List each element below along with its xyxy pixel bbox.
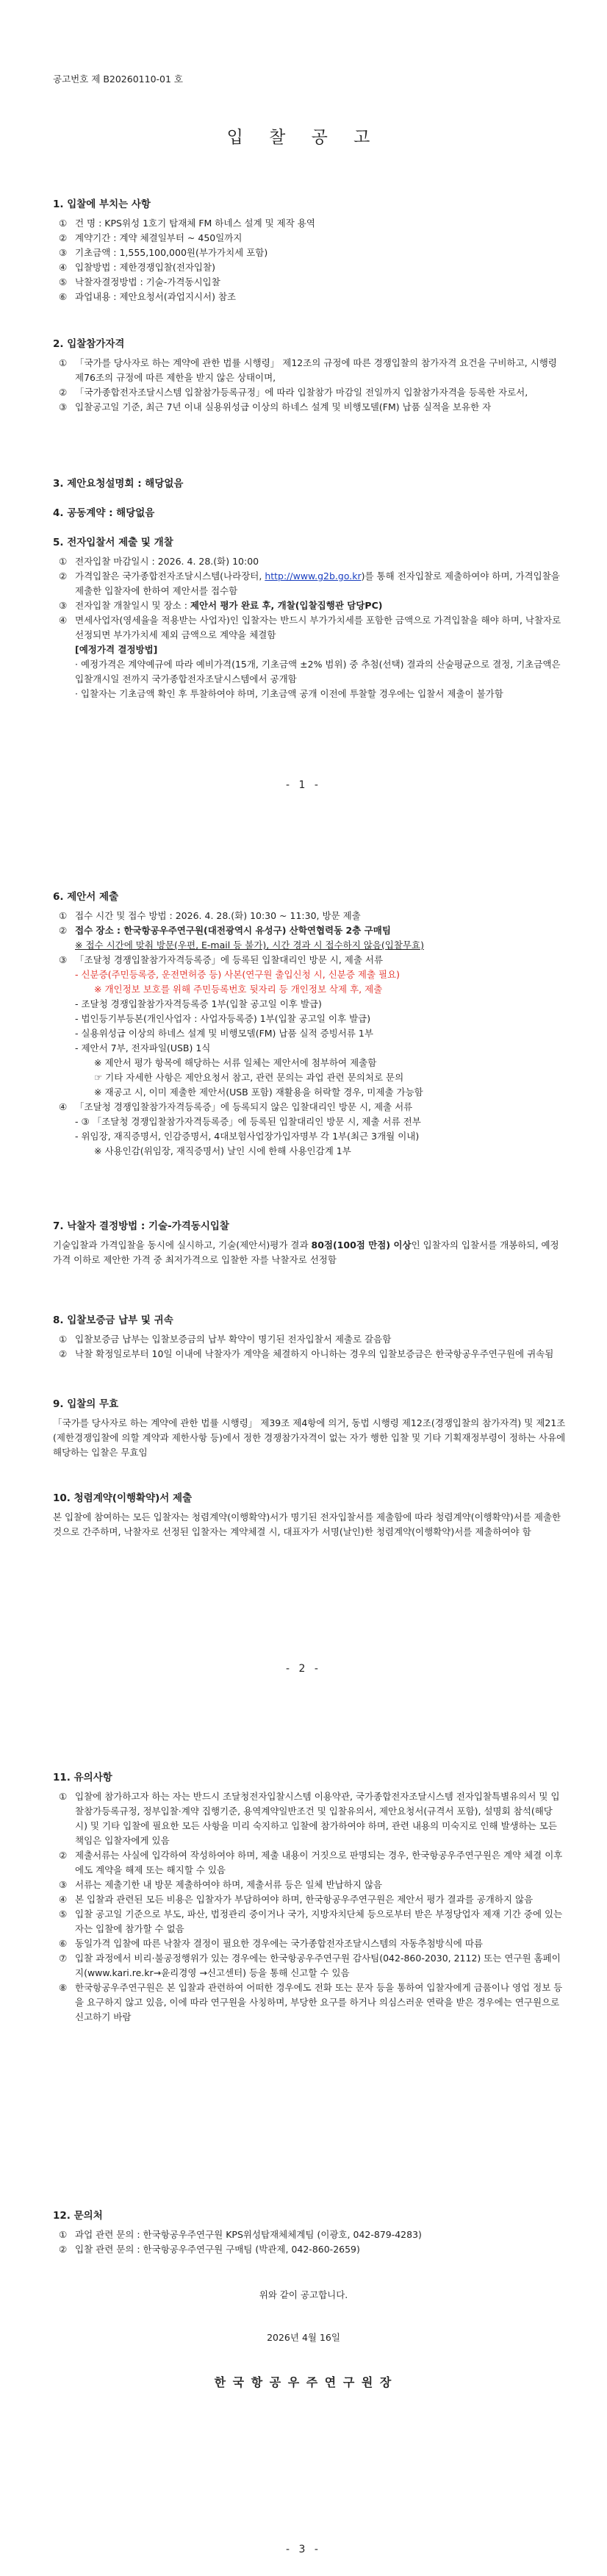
doc-item: - 제안서 7부, 전자파일(USB) 1식 xyxy=(75,1042,211,1053)
doc-item: - 실용위성급 이상의 하네스 설계 및 비행모델(FM) 납품 실적 증빙서류 1부 xyxy=(75,1028,373,1039)
list-item: ⑤ 입찰 공고일 기준으로 부도, 파산, 법정관리 중이거나 국가, 지방자치단체 등으로부터 받은 부정당업자 제재 기간 중에 있는 자는 입찰에 참가할 수 없음 xyxy=(59,1908,563,1934)
section-7 xyxy=(53,1219,567,1267)
list-item: ② 가격입찰은 국가종합전자조달시스템(나라장터, http://www.g2b.go.kr)를 통해 전자입찰로 제출하여야 하며, 가격입찰을 제출한 입찰자에 한하여 제안서를 접수함 xyxy=(59,570,560,596)
doc-item: - 신분증(주민등록증, 운전면허증 등) 사본(연구원 출입신청 시, 신분증 제출 필요) xyxy=(75,969,401,980)
notice-number: 공고번호 제 B20260110-01 호 xyxy=(53,74,183,85)
closing-text: 위와 같이 공고합니다. xyxy=(259,2289,348,2300)
list-item: ④ 본 입찰과 관련된 모든 비용은 입찰자가 부담하여야 하며, 한국항공우주연구원은 제안서 평가 결과를 공개하지 않음 xyxy=(59,1894,534,1905)
list-item: ② 접수 장소 : 한국항공우주연구원(대전광역시 유성구) 산학연협력동 2층 구매팀 xyxy=(59,925,391,936)
list-item: ① 접수 시간 및 접수 방법 : 2026. 4. 28.(화) 10:30 ~ 11:30, 방문 제출 xyxy=(59,910,361,921)
doc-item: - 조달청 경쟁입찰참가자격등록증 1부(입찰 공고일 이후 발급) xyxy=(75,998,322,1009)
section-5 xyxy=(53,535,567,701)
doc-item: - ③ 「조달청 경쟁입찰참가자격등록증」에 등록된 입찰대리인 방문 시, 제출 서류 전부 xyxy=(75,1116,421,1127)
note: ※ 제안서 평가 항목에 해당하는 서류 일체는 제안서에 첨부하여 제출함 xyxy=(94,1057,377,1068)
list-item: ① 과업 관련 문의 : 한국항공우주연구원 KPS위성탑재체체계팀 (이광호, 042-879-4283) xyxy=(59,2229,422,2240)
section-9-title: 9. 입찰의 무효 xyxy=(53,1398,119,1410)
section-4-title: 4. 공동계약 : 해당없음 xyxy=(53,507,155,519)
note: ※ 개인정보 보호를 위해 주민등록번호 뒷자리 등 개인정보 삭제 후, 제출 xyxy=(94,984,383,995)
note: ※ 사용인감(위임장, 재직증명서) 날인 시에 한해 사용인감계 1부 xyxy=(94,1145,351,1156)
list-item: ③ 「조달청 경쟁입찰참가자격등록증」에 등록된 입찰대리인 방문 시, 제출 서류 xyxy=(59,954,384,965)
section-5-title: 5. 전자입찰서 제출 및 개찰 xyxy=(53,537,173,548)
section-10-title: 10. 청렴계약(이행확약)서 제출 xyxy=(53,1492,193,1504)
list-item: ② 제출서류는 사실에 입각하여 작성하여야 하며, 제출 내용이 거짓으로 판명되는 경우, 한국항공우주연구원은 계약 체결 이후에도 계약을 해제 또는 해지할 수 있음 xyxy=(59,1850,563,1875)
list-item: ① 입찰에 참가하고자 하는 자는 반드시 조달청전자입찰시스템 이용약관, 국가종합전자조달시스템 전자입찰특별유의서 및 입찰참가등록규정, 정부입찰·계약 집행기준, 용역계약일반조건 및 입찰유의서, 제안요청서(규격서 포함), 설명회 참석(해당 시) 및 기타 입찰에 필요한 모든 사항을 미리 숙지하고 입찰에 참가하여야 하며, 관련 내용의 미숙지로 인해 발생하는 모든 책임은 입찰자에게 있음 xyxy=(59,1791,560,1846)
section-2-title: 2. 입찰참가자격 xyxy=(53,338,125,350)
section-7-title: 7. 낙찰자 결정방법 : 기술-가격동시입찰 xyxy=(53,1220,229,1232)
list-item: ⑧ 한국항공우주연구원은 본 입찰과 관련하여 어떠한 경우에도 전화 또는 문자 등을 통하여 입찰자에게 금품이나 영업 정보 등을 요구하지 않고 있음, 이에 따라 연구원을 사칭하며, 부당한 요구를 하거나 의심스러운 연락을 받은 경우에는 연구원으로 신고하기 바람 xyxy=(59,1982,563,2022)
section-11 xyxy=(53,1770,567,2025)
doc-item: - 법인등기부등본(개인사업자 : 사업자등록증) 1부(입찰 공고일 이후 발급) xyxy=(75,1013,371,1024)
list-item: ⑦ 입찰 과정에서 비리·불공정행위가 있는 경우에는 한국항공우주연구원 감사팀(042-860-2030, 2112) 또는 연구원 홈페이지(www.kari.re.kr→윤리경영 →신고센터) 등을 통해 신고할 수 있음 xyxy=(59,1953,561,1978)
section-10 xyxy=(53,1491,567,1539)
section-6-title: 6. 제안서 제출 xyxy=(53,891,119,903)
note: ☞ 기타 자세한 사항은 제안요청서 참고, 관련 문의는 과업 관련 문의처로 문의 xyxy=(94,1072,404,1083)
list-item: ⑥ 동일가격 입찰에 따른 낙찰자 결정이 필요한 경우에는 국가종합전자조달시스템의 자동추첨방식에 따름 xyxy=(59,1938,483,1949)
section-9-body: 「국가를 당사자로 하는 계약에 관한 법률 시행령」 제39조 제4항에 의거, 동법 시행령 제12조(경쟁입찰의 참가자격) 및 제21조(제한경쟁입찰에 의할 계약과 제한사항 등)에서 정한 경쟁참가자격이 없는 자가 행한 입찰 및 기타 기획재정부령이 정하는 사유에 해당하는 입찰은 무효임 xyxy=(53,1417,566,1458)
doc-item: - 위임장, 재직증명서, 인감증명서, 4대보험사업장가입자명부 각 1부(최근 3개월 이내) xyxy=(75,1131,420,1142)
section-8-title: 8. 입찰보증금 납부 및 귀속 xyxy=(53,1314,173,1326)
list-item: ② 낙찰 확정일로부터 10일 이내에 낙찰자가 계약을 체결하지 아니하는 경우의 입찰보증금은 한국항공우주연구원에 귀속됨 xyxy=(59,1348,554,1359)
list-item: ⑥ 과업내용 : 제안요청서(과업지시서) 참조 xyxy=(59,291,237,302)
section-11-title: 11. 유의사항 xyxy=(53,1772,112,1783)
price-method-heading: [예정가격 결정방법] xyxy=(75,644,158,655)
page-title: 입 찰 공 고 xyxy=(226,128,381,147)
list-item: ② 입찰 관련 문의 : 한국항공우주연구원 구매팀 (박관제, 042-860-2659) xyxy=(59,2244,360,2255)
list-item: ① 건 명 : KPS위성 1호기 탑재체 FM 하네스 설계 및 제작 용역 xyxy=(59,218,315,229)
section-3 xyxy=(53,476,567,491)
note: ※ 재공고 시, 이미 제출한 제안서(USB 포함) 재활용을 허락할 경우, 미제출 가능함 xyxy=(94,1087,423,1098)
list-item: ⑤ 낙찰자결정방법 : 기술-가격동시입찰 xyxy=(59,276,220,287)
section-6 xyxy=(53,890,567,1159)
price-method-item: · 입찰자는 기초금액 확인 후 투찰하여야 하며, 기초금액 공개 이전에 투찰할 경우에는 입찰서 제출이 불가함 xyxy=(75,688,503,699)
list-item: ① 입찰보증금 납부는 입찰보증금의 납부 확약이 명기된 전자입찰서 제출로 갈음함 xyxy=(59,1334,392,1345)
list-item: ④ 면세사업자(영세율을 적용받는 사업자)인 입찰자는 반드시 부가가치세를 포함한 금액으로 가격입찰을 해야 하며, 낙찰자로 선정되면 부가가치세 제외 금액으로 계약을 체결함 xyxy=(59,615,561,640)
announcement-date: 2026년 4월 16일 xyxy=(267,2332,340,2343)
page-number: - 3 - xyxy=(286,2544,321,2555)
list-item: ① 전자입찰 마감일시 : 2026. 4. 28.(화) 10:00 xyxy=(59,556,259,567)
page-number: - 2 - xyxy=(286,1663,321,1675)
section-10-body: 본 입찰에 참여하는 모든 입찰자는 청렴계약(이행확약)서가 명기된 전자입찰서를 제출함에 따라 청렴계약(이행확약)서를 제출한 것으로 간주하며, 낙찰자로 선정된 입찰자는 계약체결 시, 대표자가 서명(날인)한 청렴계약(이행확약)서를 제출하여야 함 xyxy=(53,1511,561,1537)
section-3-title: 3. 제안요청설명회 : 해당없음 xyxy=(53,478,184,490)
section-2 xyxy=(53,337,567,415)
list-item: ③ 기초금액 : 1,555,100,000원(부가가치세 포함) xyxy=(59,247,268,258)
note: ※ 접수 시간에 맞춰 방문(우편, E-mail 등 불가), 시간 경과 시 접수하지 않음(입찰무효) xyxy=(75,940,424,951)
section-1 xyxy=(53,197,567,304)
section-7-body: 기술입찰과 가격입찰을 동시에 실시하고, 기술(제안서)평가 결과 80점(100점 만점) 이상인 입찰자의 입찰서를 개봉하되, 예정가격 이하로 제안한 가격 중 최저가격으로 입찰한 자를 낙찰자로 선정함 xyxy=(53,1239,559,1265)
section-12 xyxy=(53,2208,567,2257)
list-item: ④ 「조달청 경쟁입찰참가자격등록증」에 등록되지 않은 입찰대리인 방문 시, 제출 서류 xyxy=(59,1101,413,1112)
section-4 xyxy=(53,506,567,520)
section-1-title: 1. 입찰에 부치는 사항 xyxy=(53,198,151,210)
g2b-link[interactable]: http://www.g2b.go.kr xyxy=(265,570,362,582)
section-9 xyxy=(53,1397,567,1460)
list-item: ④ 입찰방법 : 제한경쟁입찰(전자입찰) xyxy=(59,262,215,273)
list-item: ① 「국가를 당사자로 하는 계약에 관한 법률 시행령」 제12조의 규정에 따른 경쟁입찰의 참가자격 요건을 구비하고, 시행령 제76조의 규정에 따른 제한을 받지 않은 상태이며, xyxy=(59,357,557,383)
page-number: - 1 - xyxy=(286,779,321,791)
list-item: ② 「국가종합전자조달시스템 입찰참가등록규정」에 따라 입찰참가 마감일 전일까지 입찰참가자격을 등록한 자로서, xyxy=(59,387,528,398)
section-12-title: 12. 문의처 xyxy=(53,2210,103,2222)
list-item: ② 계약기간 : 계약 체결일부터 ~ 450일까지 xyxy=(59,232,243,243)
price-method-item: · 예정가격은 계약예규에 따라 예비가격(15개, 기초금액 ±2% 범위) 중 추첨(선택) 결과의 산술평균으로 결정, 기초금액은 입찰개시일 전까지 국가종합전자조달시스템에서 공개함 xyxy=(75,659,561,684)
list-item: ③ 서류는 제출기한 내 방문 제출하여야 하며, 제출서류 등은 일체 반납하지 않음 xyxy=(59,1879,383,1890)
issuer-signature: 한 국 항 공 우 주 연 구 원 장 xyxy=(214,2375,393,2389)
list-item: ③ 입찰공고일 기준, 최근 7년 이내 실용위성급 이상의 하네스 설계 및 비행모델(FM) 납품 실적을 보유한 자 xyxy=(59,401,492,412)
section-8 xyxy=(53,1313,567,1362)
list-item: ③ 전자입찰 개찰일시 및 장소 : 제안서 평가 완료 후, 개찰(입찰집행관 담당PC) xyxy=(59,600,383,611)
